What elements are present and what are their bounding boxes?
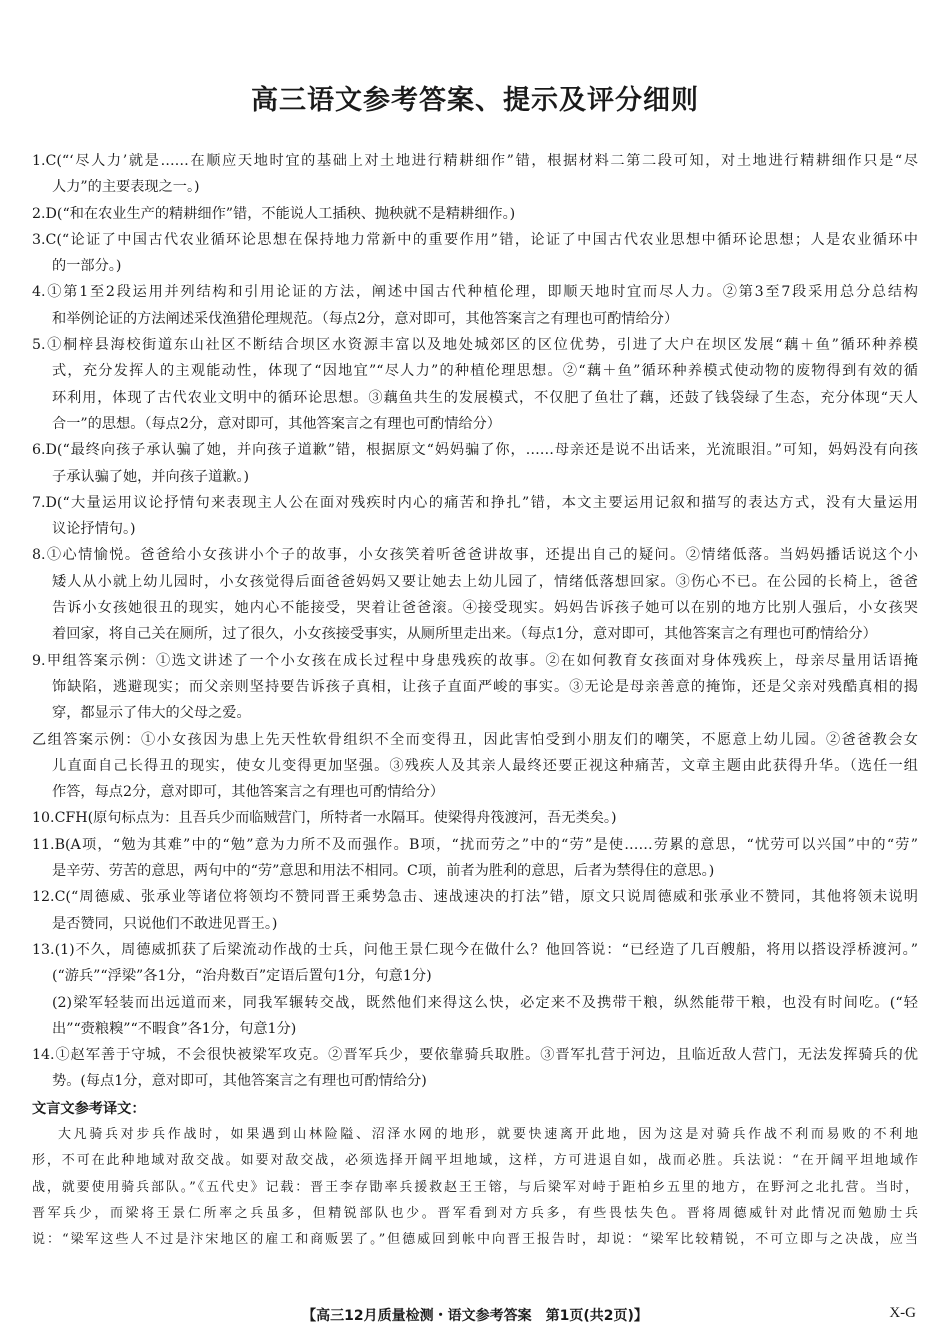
answer-line: 1.C(“‘尽人力’就是……在顺应天地时宜的基础上对土地进行精耕细作”错，根据材料二第二段可知，对土地进行精耕细作只是“尽 — [32, 153, 918, 169]
answer-line: 式，充分发挥人的主观能动性，体现了“因地宜”“尽人力”的种植伦理思想。②“藕＋鱼”循环种养模式使动物的废物得到有效的循 — [52, 363, 918, 380]
answer-item — [32, 201, 918, 227]
page-title: 高三语文参考答案、提示及评分细则 — [251, 85, 699, 116]
answer-line: 的一部分。) — [52, 258, 122, 275]
answer-item — [32, 648, 918, 727]
answer-line: 2.D(“和在农业生产的精耕细作”错，不能说人工插秧、抛秧就不是精耕细作。) — [32, 205, 516, 222]
answer-line: 14.①赵军善于守城，不会很快被梁军攻克。②晋军兵少，要依靠骑兵取胜。③晋军扎营于河边，且临近敌人营门，无法发挥骑兵的优 — [32, 1047, 918, 1064]
answer-line: 矮人从小就上幼儿园时，小女孩觉得后面爸爸妈妈又要让她去上幼儿园了，情绪低落想回家。③伤心不已。在公园的长椅上，爸爸 — [52, 573, 918, 590]
answer-item — [32, 542, 918, 647]
translation-line: 大凡骑兵对步兵作战时，如果遇到山林险隘、沼泽水网的地形，就要快速离开此地，因为这是对骑兵作战不利而易败的不利地 — [58, 1126, 918, 1142]
answer-line: 穿，都显示了伟大的父母之爱。 — [52, 705, 251, 722]
answer-line: 告诉小女孩她很丑的现实，她内心不能接受，哭着让爸爸滚。④接受现实。妈妈告诉孩子她可以在别的地方比别人强后，小女孩哭 — [52, 600, 918, 617]
answer-line: 人力”的主要表现之一。) — [52, 179, 200, 196]
answer-line: 11.B(A项，“勉为其难”中的“勉”意为力所不及而强作。B项，“扰而劳之”中的“劳”是使……劳累的意思，“忧劳可以兴国”中的“劳” — [32, 836, 918, 853]
answer-line: 着回家，将自己关在厕所，过了很久，小女孩接受事实，从厕所里走出来。（每点1分，意对即可，其他答案言之有理也可酌情给分） — [52, 626, 877, 643]
answer-line: 12.C(“周德威、张承业等诸位将领均不赞同晋王乘势急击、速战速决的打法”错，原文只说周德威和张承业不赞同，其他将领未说明 — [32, 889, 918, 906]
translation-heading: 文言文参考译文： — [32, 1100, 146, 1117]
answer-item — [32, 1042, 918, 1095]
answer-item — [32, 148, 918, 201]
answer-line: 5.①桐梓县海校街道东山社区不断结合坝区水资源丰富以及地处城郊区的区位优势，引进了大户在坝区发展“藕＋鱼”循环种养模 — [32, 337, 918, 354]
page-footer — [0, 1305, 950, 1329]
answer-item — [32, 227, 918, 280]
translation-line: 战，就要使用骑兵部队。”《五代史》记载：晋王李存勖率兵援救赵王王镕，与后梁军对峙于距柏乡五里的地方，在野河之北扎营。当时， — [32, 1179, 918, 1195]
answer-content — [32, 148, 918, 1253]
answer-line: 环利用，体现了古代农业文明中的循环论思想。③藕鱼共生的发展模式，不仅肥了鱼壮了藕，还鼓了钱袋绿了生态，充分体现“天人 — [52, 389, 918, 406]
answer-line: 儿直面自己长得丑的现实，使女儿变得更加坚强。③残疾人及其亲人最终还要正视这种痛苦，文章主题由此获得升华。（选任一组 — [52, 757, 918, 774]
answer-item — [32, 990, 918, 1043]
answer-item — [32, 437, 918, 490]
answer-line: 作答，每点2分，意对即可，其他答案言之有理也可酌情给分） — [52, 784, 445, 801]
answer-line: 子承认骗了她，并向孩子道歉。) — [52, 468, 250, 485]
answer-line: 6.D(“最终向孩子承认骗了她，并向孩子道歉”错，根据原文“妈妈骗了你，……母亲还是说不出话来，光流眼泪。”可知，妈妈没有向孩 — [32, 442, 918, 459]
answer-line: 出”“赍粮糗”“不暇食”各1分，句意1分) — [52, 1020, 297, 1037]
footer-code: X-G — [889, 1305, 916, 1321]
answer-item — [32, 832, 918, 885]
answer-line: 是否赞同，只说他们不敢进见晋王。) — [52, 915, 278, 932]
answer-line: 饰缺陷，逃避现实；而父亲则坚持要告诉孩子真相，让孩子直面严峻的事实。③无论是母亲善意的掩饰，还是父亲对残酷真相的揭 — [52, 678, 918, 695]
answer-item — [32, 279, 918, 332]
answer-line: 势。(每点1分，意对即可，其他答案言之有理也可酌情给分) — [52, 1073, 427, 1090]
answer-line: 7.D(“大量运用议论抒情句来表现主人公在面对残疾时内心的痛苦和挣扎”错，本文主要运用记叙和描写的表达方式，没有大量运用 — [32, 494, 918, 511]
answer-line: 4.①第1至2段运用并列结构和引用论证的方法，阐述中国古代种植伦理，即顺天地时宜而尽人力。②第3至7段采用总分总结构 — [32, 284, 918, 301]
answer-item — [32, 805, 918, 831]
answer-line: 议论抒情句。) — [52, 521, 136, 538]
answer-line: 合一”的思想。（每点2分，意对即可，其他答案言之有理也可酌情给分） — [52, 415, 501, 432]
answer-line: 是辛劳、劳苦的意思，两句中的“劳”意思和用法不相同。C项，前者为胜利的意思，后者为禁得住的意思。) — [52, 863, 715, 880]
answer-line: 10.CFH(原句标点为：且吾兵少而临贼营门，所特者一水隔耳。使梁得舟筏渡河，吾无类矣。) — [32, 810, 617, 827]
answer-line: (2)梁军轻装而出远道而来，同我军辗转交战，既然他们来得这么快，必定来不及携带干粮，纵然能带干粮，也没有时间吃。(“轻 — [52, 994, 918, 1011]
answer-item — [32, 490, 918, 543]
answer-item — [32, 937, 918, 990]
answer-line: (“游兵”“浮梁”各1分，“治舟数百”定语后置句1分，句意1分) — [52, 968, 432, 985]
answer-line: 8.①心情愉悦。爸爸给小女孩讲小个子的故事，小女孩笑着听爸爸讲故事，还提出自己的疑问。②情绪低落。当妈妈播话说这个小 — [32, 547, 918, 564]
translation-text — [32, 1122, 918, 1253]
answer-line: 13.(1)不久，周德威抓获了后梁流动作战的士兵，问他王景仁现今在做什么？他回答说：“已经造了几百艘船，将用以搭设浮桥渡河。” — [32, 941, 918, 958]
answer-line: 9.甲组答案示例：①选文讲述了一个小女孩在成长过程中身患残疾的故事。②在如何教育女孩面对身体残疾上，母亲尽量用话语掩 — [32, 652, 918, 669]
answer-line: 3.C(“论证了中国古代农业循环论思想在保持地力常新中的重要作用”错，论证了中国古代农业思想中循环论思想；人是农业循环中 — [32, 231, 918, 248]
translation-line: 形，不可在此种地域对敌交战。如要对敌交战，必须选择开阔平坦地域，这样，方可进退自如，战而必胜。兵法说：“在开阔平坦地域作 — [32, 1153, 918, 1169]
footer-text: 【高三12月质量检测・语文参考答案 第1页(共2页)】 — [302, 1308, 648, 1324]
answer-item — [32, 332, 918, 437]
answer-line: 和举例论证的方法阐述采伐渔猎伦理规范。（每点2分，意对即可，其他答案言之有理也可酌情给分） — [52, 310, 679, 327]
translation-line: 说：“梁军这些人不过是汴宋地区的雇工和商贩罢了。”但德威回到帐中向晋王报告时，却说：“梁军比较精锐，不可立即与之决战，应当 — [32, 1232, 918, 1248]
translation-line: 晋军兵少，而梁将王景仁所率之兵虽多，但精锐部队也少。晋军看到对方兵多，有些畏怯失色。晋将周德威针对此情况而勉励士兵 — [32, 1205, 918, 1221]
answer-line: 乙组答案示例：①小女孩因为患上先天性软骨组织不全而变得丑，因此害怕受到小朋友们的嘲笑，不愿意上幼儿园。②爸爸教会女 — [32, 731, 918, 748]
answer-item — [32, 727, 918, 806]
answer-item — [32, 884, 918, 937]
